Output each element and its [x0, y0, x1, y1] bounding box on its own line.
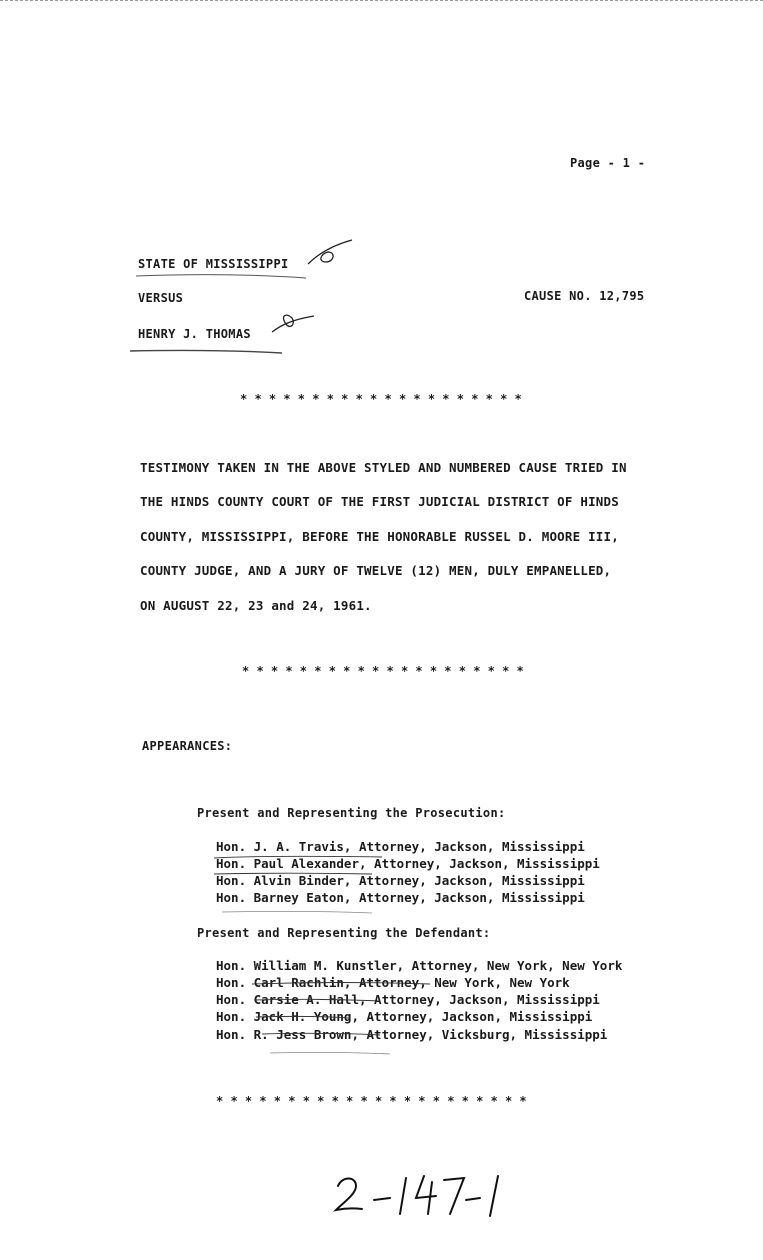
handwritten-document-number [332, 1168, 512, 1218]
testimony-line: COUNTY JUDGE, AND A JURY OF TWELVE (12) MEN, DULY EMPANELLED, [140, 563, 612, 578]
defense-attorney: Hon. Carl Rachlin, Attorney, New York, New York [216, 975, 570, 990]
testimony-line: TESTIMONY TAKEN IN THE ABOVE STYLED AND NUMBERED CAUSE TRIED IN [140, 460, 627, 475]
testimony-line: COUNTY, MISSISSIPPI, BEFORE THE HONORABLE RUSSEL D. MOORE III, [140, 529, 619, 544]
separator-stars: * * * * * * * * * * * * * * * * * * * * [242, 664, 524, 678]
defense-attorney: Hon. R. Jess Brown, Attorney, Vicksburg, Mississippi [216, 1027, 608, 1042]
prosecution-attorney: Hon. Barney Eaton, Attorney, Jackson, Mississippi [216, 890, 585, 905]
defense-heading: Present and Representing the Defendant: [197, 926, 491, 940]
page-number: Page - 1 - [570, 156, 646, 170]
prosecution-attorney: Hon. J. A. Travis, Attorney, Jackson, Mississippi [216, 839, 585, 854]
testimony-line: ON AUGUST 22, 23 and 24, 1961. [140, 598, 372, 613]
cause-number: CAUSE NO. 12,795 [524, 289, 645, 303]
testimony-line: THE HINDS COUNTY COURT OF THE FIRST JUDICIAL DISTRICT OF HINDS [140, 494, 619, 509]
plaintiff-name: STATE OF MISSISSIPPI [138, 257, 289, 271]
caption-pen-marks [130, 232, 370, 382]
defendant-name: HENRY J. THOMAS [138, 327, 251, 341]
appearances-heading: APPEARANCES: [142, 739, 233, 753]
defense-attorney: Hon. William M. Kunstler, Attorney, New York, New York [216, 958, 623, 973]
separator-stars: * * * * * * * * * * * * * * * * * * * * [240, 392, 522, 406]
defense-attorney: Hon. Jack H. Young, Attorney, Jackson, Mississippi [216, 1009, 593, 1024]
prosecution-attorney: Hon. Paul Alexander, Attorney, Jackson, Mississippi [216, 856, 600, 871]
separator-stars: * * * * * * * * * * * * * * * * * * * * * * [216, 1094, 527, 1108]
defense-attorney: Hon. Carsie A. Hall, Attorney, Jackson, Mississippi [216, 992, 600, 1007]
page-top-edge [0, 0, 763, 1]
prosecution-attorney: Hon. Alvin Binder, Attorney, Jackson, Mississippi [216, 873, 585, 888]
prosecution-heading: Present and Representing the Prosecution: [197, 806, 506, 820]
versus-label: VERSUS [138, 291, 184, 305]
